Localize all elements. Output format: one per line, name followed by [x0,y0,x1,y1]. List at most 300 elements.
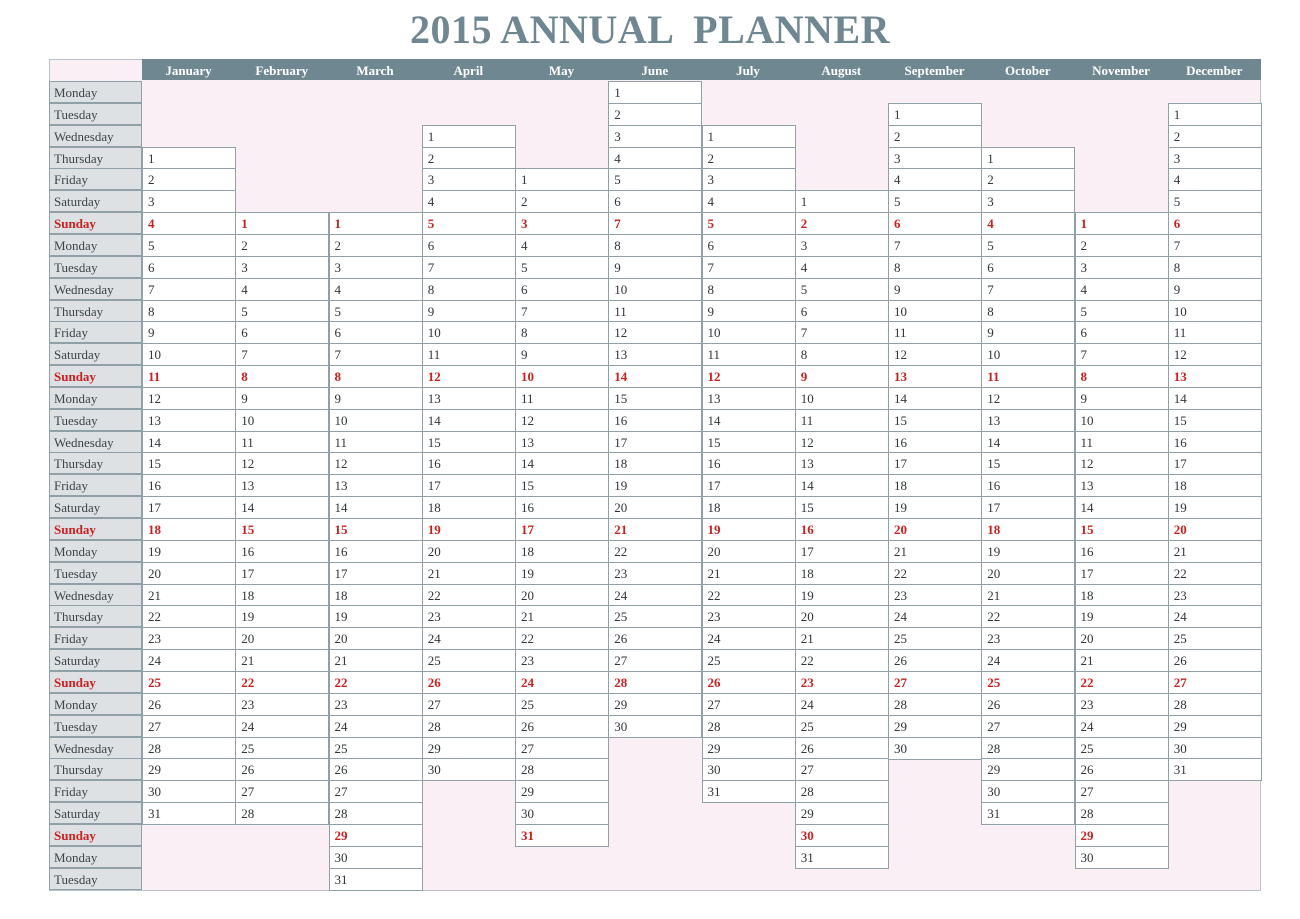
date-cell-february-12[interactable]: 12 [235,452,329,475]
date-cell-october-14[interactable]: 14 [981,431,1075,454]
date-cell-march-22[interactable]: 22 [329,671,423,694]
date-cell-march-11[interactable]: 11 [329,431,423,454]
date-cell-february-16[interactable]: 16 [235,540,329,563]
date-cell-july-22[interactable]: 22 [702,584,796,607]
date-cell-april-1[interactable]: 1 [422,125,516,148]
date-cell-june-1[interactable]: 1 [608,81,702,104]
date-cell-september-3[interactable]: 3 [888,147,982,170]
date-cell-march-30[interactable]: 30 [329,846,423,869]
date-cell-june-24[interactable]: 24 [608,584,702,607]
date-cell-october-2[interactable]: 2 [981,168,1075,191]
date-cell-january-13[interactable]: 13 [142,409,236,432]
date-cell-may-2[interactable]: 2 [515,190,609,213]
date-cell-december-28[interactable]: 28 [1168,693,1262,716]
date-cell-january-16[interactable]: 16 [142,474,236,497]
date-cell-march-4[interactable]: 4 [329,278,423,301]
date-cell-july-13[interactable]: 13 [702,387,796,410]
date-cell-july-7[interactable]: 7 [702,256,796,279]
date-cell-may-3[interactable]: 3 [515,212,609,235]
date-cell-november-26[interactable]: 26 [1075,758,1169,781]
date-cell-july-21[interactable]: 21 [702,562,796,585]
date-cell-august-23[interactable]: 23 [795,671,889,694]
date-cell-november-7[interactable]: 7 [1075,343,1169,366]
date-cell-september-22[interactable]: 22 [888,562,982,585]
date-cell-january-31[interactable]: 31 [142,802,236,825]
date-cell-december-22[interactable]: 22 [1168,562,1262,585]
date-cell-december-16[interactable]: 16 [1168,431,1262,454]
date-cell-august-14[interactable]: 14 [795,474,889,497]
date-cell-january-27[interactable]: 27 [142,715,236,738]
date-cell-january-6[interactable]: 6 [142,256,236,279]
date-cell-april-2[interactable]: 2 [422,147,516,170]
date-cell-april-29[interactable]: 29 [422,737,516,760]
date-cell-april-11[interactable]: 11 [422,343,516,366]
date-cell-july-4[interactable]: 4 [702,190,796,213]
date-cell-september-13[interactable]: 13 [888,365,982,388]
date-cell-may-11[interactable]: 11 [515,387,609,410]
date-cell-april-4[interactable]: 4 [422,190,516,213]
date-cell-june-6[interactable]: 6 [608,190,702,213]
date-cell-january-17[interactable]: 17 [142,496,236,519]
date-cell-december-14[interactable]: 14 [1168,387,1262,410]
date-cell-june-18[interactable]: 18 [608,452,702,475]
date-cell-february-27[interactable]: 27 [235,780,329,803]
date-cell-january-3[interactable]: 3 [142,190,236,213]
date-cell-march-1[interactable]: 1 [329,212,423,235]
date-cell-april-18[interactable]: 18 [422,496,516,519]
date-cell-august-13[interactable]: 13 [795,452,889,475]
date-cell-february-22[interactable]: 22 [235,671,329,694]
date-cell-march-9[interactable]: 9 [329,387,423,410]
date-cell-february-2[interactable]: 2 [235,234,329,257]
date-cell-november-3[interactable]: 3 [1075,256,1169,279]
date-cell-september-29[interactable]: 29 [888,715,982,738]
date-cell-november-19[interactable]: 19 [1075,605,1169,628]
date-cell-july-16[interactable]: 16 [702,452,796,475]
date-cell-may-13[interactable]: 13 [515,431,609,454]
date-cell-june-2[interactable]: 2 [608,103,702,126]
date-cell-november-25[interactable]: 25 [1075,737,1169,760]
date-cell-november-29[interactable]: 29 [1075,824,1169,847]
date-cell-october-9[interactable]: 9 [981,321,1075,344]
date-cell-may-30[interactable]: 30 [515,802,609,825]
date-cell-december-21[interactable]: 21 [1168,540,1262,563]
date-cell-december-29[interactable]: 29 [1168,715,1262,738]
date-cell-september-6[interactable]: 6 [888,212,982,235]
date-cell-june-7[interactable]: 7 [608,212,702,235]
date-cell-november-28[interactable]: 28 [1075,802,1169,825]
date-cell-july-26[interactable]: 26 [702,671,796,694]
date-cell-february-4[interactable]: 4 [235,278,329,301]
date-cell-april-30[interactable]: 30 [422,758,516,781]
date-cell-june-13[interactable]: 13 [608,343,702,366]
date-cell-june-8[interactable]: 8 [608,234,702,257]
date-cell-september-28[interactable]: 28 [888,693,982,716]
date-cell-march-18[interactable]: 18 [329,584,423,607]
date-cell-april-7[interactable]: 7 [422,256,516,279]
date-cell-october-3[interactable]: 3 [981,190,1075,213]
date-cell-november-8[interactable]: 8 [1075,365,1169,388]
date-cell-july-25[interactable]: 25 [702,649,796,672]
date-cell-june-27[interactable]: 27 [608,649,702,672]
date-cell-january-19[interactable]: 19 [142,540,236,563]
date-cell-october-12[interactable]: 12 [981,387,1075,410]
date-cell-january-24[interactable]: 24 [142,649,236,672]
date-cell-february-6[interactable]: 6 [235,321,329,344]
date-cell-october-13[interactable]: 13 [981,409,1075,432]
date-cell-april-23[interactable]: 23 [422,605,516,628]
date-cell-december-23[interactable]: 23 [1168,584,1262,607]
date-cell-september-20[interactable]: 20 [888,518,982,541]
date-cell-february-23[interactable]: 23 [235,693,329,716]
date-cell-may-25[interactable]: 25 [515,693,609,716]
date-cell-february-11[interactable]: 11 [235,431,329,454]
date-cell-september-30[interactable]: 30 [888,737,982,760]
date-cell-july-15[interactable]: 15 [702,431,796,454]
date-cell-december-26[interactable]: 26 [1168,649,1262,672]
date-cell-january-9[interactable]: 9 [142,321,236,344]
date-cell-january-30[interactable]: 30 [142,780,236,803]
date-cell-february-19[interactable]: 19 [235,605,329,628]
date-cell-june-26[interactable]: 26 [608,627,702,650]
date-cell-april-19[interactable]: 19 [422,518,516,541]
date-cell-may-29[interactable]: 29 [515,780,609,803]
date-cell-june-25[interactable]: 25 [608,605,702,628]
date-cell-october-10[interactable]: 10 [981,343,1075,366]
date-cell-july-3[interactable]: 3 [702,168,796,191]
date-cell-may-4[interactable]: 4 [515,234,609,257]
date-cell-august-21[interactable]: 21 [795,627,889,650]
date-cell-september-26[interactable]: 26 [888,649,982,672]
date-cell-october-29[interactable]: 29 [981,758,1075,781]
date-cell-april-12[interactable]: 12 [422,365,516,388]
date-cell-november-6[interactable]: 6 [1075,321,1169,344]
date-cell-june-11[interactable]: 11 [608,300,702,323]
date-cell-february-25[interactable]: 25 [235,737,329,760]
date-cell-september-25[interactable]: 25 [888,627,982,650]
date-cell-may-20[interactable]: 20 [515,584,609,607]
date-cell-december-5[interactable]: 5 [1168,190,1262,213]
date-cell-april-26[interactable]: 26 [422,671,516,694]
date-cell-april-10[interactable]: 10 [422,321,516,344]
date-cell-december-18[interactable]: 18 [1168,474,1262,497]
date-cell-may-6[interactable]: 6 [515,278,609,301]
date-cell-august-26[interactable]: 26 [795,737,889,760]
date-cell-april-5[interactable]: 5 [422,212,516,235]
date-cell-january-26[interactable]: 26 [142,693,236,716]
date-cell-march-7[interactable]: 7 [329,343,423,366]
date-cell-january-4[interactable]: 4 [142,212,236,235]
date-cell-september-18[interactable]: 18 [888,474,982,497]
date-cell-june-4[interactable]: 4 [608,147,702,170]
date-cell-january-5[interactable]: 5 [142,234,236,257]
date-cell-july-14[interactable]: 14 [702,409,796,432]
date-cell-may-15[interactable]: 15 [515,474,609,497]
date-cell-january-10[interactable]: 10 [142,343,236,366]
date-cell-september-12[interactable]: 12 [888,343,982,366]
date-cell-june-19[interactable]: 19 [608,474,702,497]
date-cell-january-7[interactable]: 7 [142,278,236,301]
date-cell-october-4[interactable]: 4 [981,212,1075,235]
date-cell-september-9[interactable]: 9 [888,278,982,301]
date-cell-july-31[interactable]: 31 [702,780,796,803]
date-cell-november-11[interactable]: 11 [1075,431,1169,454]
date-cell-may-26[interactable]: 26 [515,715,609,738]
date-cell-january-8[interactable]: 8 [142,300,236,323]
date-cell-august-17[interactable]: 17 [795,540,889,563]
date-cell-february-14[interactable]: 14 [235,496,329,519]
date-cell-september-14[interactable]: 14 [888,387,982,410]
date-cell-december-11[interactable]: 11 [1168,321,1262,344]
date-cell-february-15[interactable]: 15 [235,518,329,541]
date-cell-may-24[interactable]: 24 [515,671,609,694]
date-cell-may-28[interactable]: 28 [515,758,609,781]
date-cell-december-7[interactable]: 7 [1168,234,1262,257]
date-cell-march-17[interactable]: 17 [329,562,423,585]
date-cell-april-20[interactable]: 20 [422,540,516,563]
date-cell-october-28[interactable]: 28 [981,737,1075,760]
date-cell-may-1[interactable]: 1 [515,168,609,191]
date-cell-august-11[interactable]: 11 [795,409,889,432]
date-cell-december-12[interactable]: 12 [1168,343,1262,366]
date-cell-january-25[interactable]: 25 [142,671,236,694]
date-cell-september-21[interactable]: 21 [888,540,982,563]
date-cell-october-5[interactable]: 5 [981,234,1075,257]
date-cell-march-14[interactable]: 14 [329,496,423,519]
date-cell-june-29[interactable]: 29 [608,693,702,716]
date-cell-august-4[interactable]: 4 [795,256,889,279]
date-cell-september-7[interactable]: 7 [888,234,982,257]
date-cell-september-11[interactable]: 11 [888,321,982,344]
date-cell-december-2[interactable]: 2 [1168,125,1262,148]
date-cell-september-2[interactable]: 2 [888,125,982,148]
date-cell-october-6[interactable]: 6 [981,256,1075,279]
date-cell-september-10[interactable]: 10 [888,300,982,323]
date-cell-july-1[interactable]: 1 [702,125,796,148]
date-cell-september-15[interactable]: 15 [888,409,982,432]
date-cell-january-21[interactable]: 21 [142,584,236,607]
date-cell-may-22[interactable]: 22 [515,627,609,650]
date-cell-september-8[interactable]: 8 [888,256,982,279]
date-cell-november-17[interactable]: 17 [1075,562,1169,585]
date-cell-august-1[interactable]: 1 [795,190,889,213]
date-cell-october-22[interactable]: 22 [981,605,1075,628]
date-cell-november-22[interactable]: 22 [1075,671,1169,694]
date-cell-march-8[interactable]: 8 [329,365,423,388]
date-cell-may-17[interactable]: 17 [515,518,609,541]
date-cell-august-6[interactable]: 6 [795,300,889,323]
date-cell-december-9[interactable]: 9 [1168,278,1262,301]
date-cell-june-9[interactable]: 9 [608,256,702,279]
date-cell-december-30[interactable]: 30 [1168,737,1262,760]
date-cell-may-21[interactable]: 21 [515,605,609,628]
date-cell-may-8[interactable]: 8 [515,321,609,344]
date-cell-november-10[interactable]: 10 [1075,409,1169,432]
date-cell-september-24[interactable]: 24 [888,605,982,628]
date-cell-march-25[interactable]: 25 [329,737,423,760]
date-cell-august-12[interactable]: 12 [795,431,889,454]
date-cell-november-9[interactable]: 9 [1075,387,1169,410]
date-cell-october-8[interactable]: 8 [981,300,1075,323]
date-cell-january-23[interactable]: 23 [142,627,236,650]
date-cell-november-23[interactable]: 23 [1075,693,1169,716]
date-cell-november-18[interactable]: 18 [1075,584,1169,607]
date-cell-february-10[interactable]: 10 [235,409,329,432]
date-cell-december-25[interactable]: 25 [1168,627,1262,650]
date-cell-september-19[interactable]: 19 [888,496,982,519]
date-cell-january-11[interactable]: 11 [142,365,236,388]
date-cell-july-18[interactable]: 18 [702,496,796,519]
date-cell-february-7[interactable]: 7 [235,343,329,366]
date-cell-april-27[interactable]: 27 [422,693,516,716]
date-cell-august-24[interactable]: 24 [795,693,889,716]
date-cell-august-2[interactable]: 2 [795,212,889,235]
date-cell-october-23[interactable]: 23 [981,627,1075,650]
date-cell-august-22[interactable]: 22 [795,649,889,672]
date-cell-october-31[interactable]: 31 [981,802,1075,825]
date-cell-may-7[interactable]: 7 [515,300,609,323]
date-cell-march-20[interactable]: 20 [329,627,423,650]
date-cell-april-15[interactable]: 15 [422,431,516,454]
date-cell-october-20[interactable]: 20 [981,562,1075,585]
date-cell-august-16[interactable]: 16 [795,518,889,541]
date-cell-april-28[interactable]: 28 [422,715,516,738]
date-cell-april-22[interactable]: 22 [422,584,516,607]
date-cell-february-20[interactable]: 20 [235,627,329,650]
date-cell-september-1[interactable]: 1 [888,103,982,126]
date-cell-december-8[interactable]: 8 [1168,256,1262,279]
date-cell-march-10[interactable]: 10 [329,409,423,432]
date-cell-august-3[interactable]: 3 [795,234,889,257]
date-cell-june-15[interactable]: 15 [608,387,702,410]
date-cell-january-15[interactable]: 15 [142,452,236,475]
date-cell-april-13[interactable]: 13 [422,387,516,410]
date-cell-march-26[interactable]: 26 [329,758,423,781]
date-cell-october-24[interactable]: 24 [981,649,1075,672]
date-cell-march-31[interactable]: 31 [329,868,423,891]
date-cell-june-21[interactable]: 21 [608,518,702,541]
date-cell-may-18[interactable]: 18 [515,540,609,563]
date-cell-march-28[interactable]: 28 [329,802,423,825]
date-cell-june-14[interactable]: 14 [608,365,702,388]
date-cell-november-5[interactable]: 5 [1075,300,1169,323]
date-cell-july-8[interactable]: 8 [702,278,796,301]
date-cell-april-9[interactable]: 9 [422,300,516,323]
date-cell-july-28[interactable]: 28 [702,715,796,738]
date-cell-july-24[interactable]: 24 [702,627,796,650]
date-cell-november-15[interactable]: 15 [1075,518,1169,541]
date-cell-november-24[interactable]: 24 [1075,715,1169,738]
date-cell-august-5[interactable]: 5 [795,278,889,301]
date-cell-july-6[interactable]: 6 [702,234,796,257]
date-cell-july-27[interactable]: 27 [702,693,796,716]
date-cell-november-13[interactable]: 13 [1075,474,1169,497]
date-cell-january-20[interactable]: 20 [142,562,236,585]
date-cell-january-22[interactable]: 22 [142,605,236,628]
date-cell-may-19[interactable]: 19 [515,562,609,585]
date-cell-july-17[interactable]: 17 [702,474,796,497]
date-cell-june-23[interactable]: 23 [608,562,702,585]
date-cell-october-19[interactable]: 19 [981,540,1075,563]
date-cell-may-10[interactable]: 10 [515,365,609,388]
date-cell-september-4[interactable]: 4 [888,168,982,191]
date-cell-april-6[interactable]: 6 [422,234,516,257]
date-cell-may-23[interactable]: 23 [515,649,609,672]
date-cell-february-21[interactable]: 21 [235,649,329,672]
date-cell-june-17[interactable]: 17 [608,431,702,454]
date-cell-november-1[interactable]: 1 [1075,212,1169,235]
date-cell-april-16[interactable]: 16 [422,452,516,475]
date-cell-august-28[interactable]: 28 [795,780,889,803]
date-cell-august-19[interactable]: 19 [795,584,889,607]
date-cell-may-31[interactable]: 31 [515,824,609,847]
date-cell-september-17[interactable]: 17 [888,452,982,475]
date-cell-july-5[interactable]: 5 [702,212,796,235]
date-cell-october-1[interactable]: 1 [981,147,1075,170]
date-cell-december-3[interactable]: 3 [1168,147,1262,170]
date-cell-june-30[interactable]: 30 [608,715,702,738]
date-cell-december-27[interactable]: 27 [1168,671,1262,694]
date-cell-december-19[interactable]: 19 [1168,496,1262,519]
date-cell-june-3[interactable]: 3 [608,125,702,148]
date-cell-august-31[interactable]: 31 [795,846,889,869]
date-cell-august-27[interactable]: 27 [795,758,889,781]
date-cell-march-15[interactable]: 15 [329,518,423,541]
date-cell-january-2[interactable]: 2 [142,168,236,191]
date-cell-june-5[interactable]: 5 [608,168,702,191]
date-cell-december-20[interactable]: 20 [1168,518,1262,541]
date-cell-march-12[interactable]: 12 [329,452,423,475]
date-cell-march-29[interactable]: 29 [329,824,423,847]
date-cell-february-5[interactable]: 5 [235,300,329,323]
date-cell-october-17[interactable]: 17 [981,496,1075,519]
date-cell-april-25[interactable]: 25 [422,649,516,672]
date-cell-august-15[interactable]: 15 [795,496,889,519]
date-cell-march-24[interactable]: 24 [329,715,423,738]
date-cell-february-24[interactable]: 24 [235,715,329,738]
date-cell-march-2[interactable]: 2 [329,234,423,257]
date-cell-april-8[interactable]: 8 [422,278,516,301]
date-cell-may-16[interactable]: 16 [515,496,609,519]
date-cell-october-21[interactable]: 21 [981,584,1075,607]
date-cell-may-14[interactable]: 14 [515,452,609,475]
date-cell-january-12[interactable]: 12 [142,387,236,410]
date-cell-november-16[interactable]: 16 [1075,540,1169,563]
date-cell-september-5[interactable]: 5 [888,190,982,213]
date-cell-october-15[interactable]: 15 [981,452,1075,475]
date-cell-august-9[interactable]: 9 [795,365,889,388]
date-cell-january-28[interactable]: 28 [142,737,236,760]
date-cell-july-19[interactable]: 19 [702,518,796,541]
date-cell-june-28[interactable]: 28 [608,671,702,694]
date-cell-january-29[interactable]: 29 [142,758,236,781]
date-cell-february-3[interactable]: 3 [235,256,329,279]
date-cell-october-25[interactable]: 25 [981,671,1075,694]
date-cell-november-12[interactable]: 12 [1075,452,1169,475]
date-cell-february-18[interactable]: 18 [235,584,329,607]
date-cell-september-27[interactable]: 27 [888,671,982,694]
date-cell-november-2[interactable]: 2 [1075,234,1169,257]
date-cell-july-11[interactable]: 11 [702,343,796,366]
date-cell-august-7[interactable]: 7 [795,321,889,344]
date-cell-november-20[interactable]: 20 [1075,627,1169,650]
date-cell-march-19[interactable]: 19 [329,605,423,628]
date-cell-march-3[interactable]: 3 [329,256,423,279]
date-cell-october-7[interactable]: 7 [981,278,1075,301]
date-cell-july-20[interactable]: 20 [702,540,796,563]
date-cell-april-3[interactable]: 3 [422,168,516,191]
date-cell-june-16[interactable]: 16 [608,409,702,432]
